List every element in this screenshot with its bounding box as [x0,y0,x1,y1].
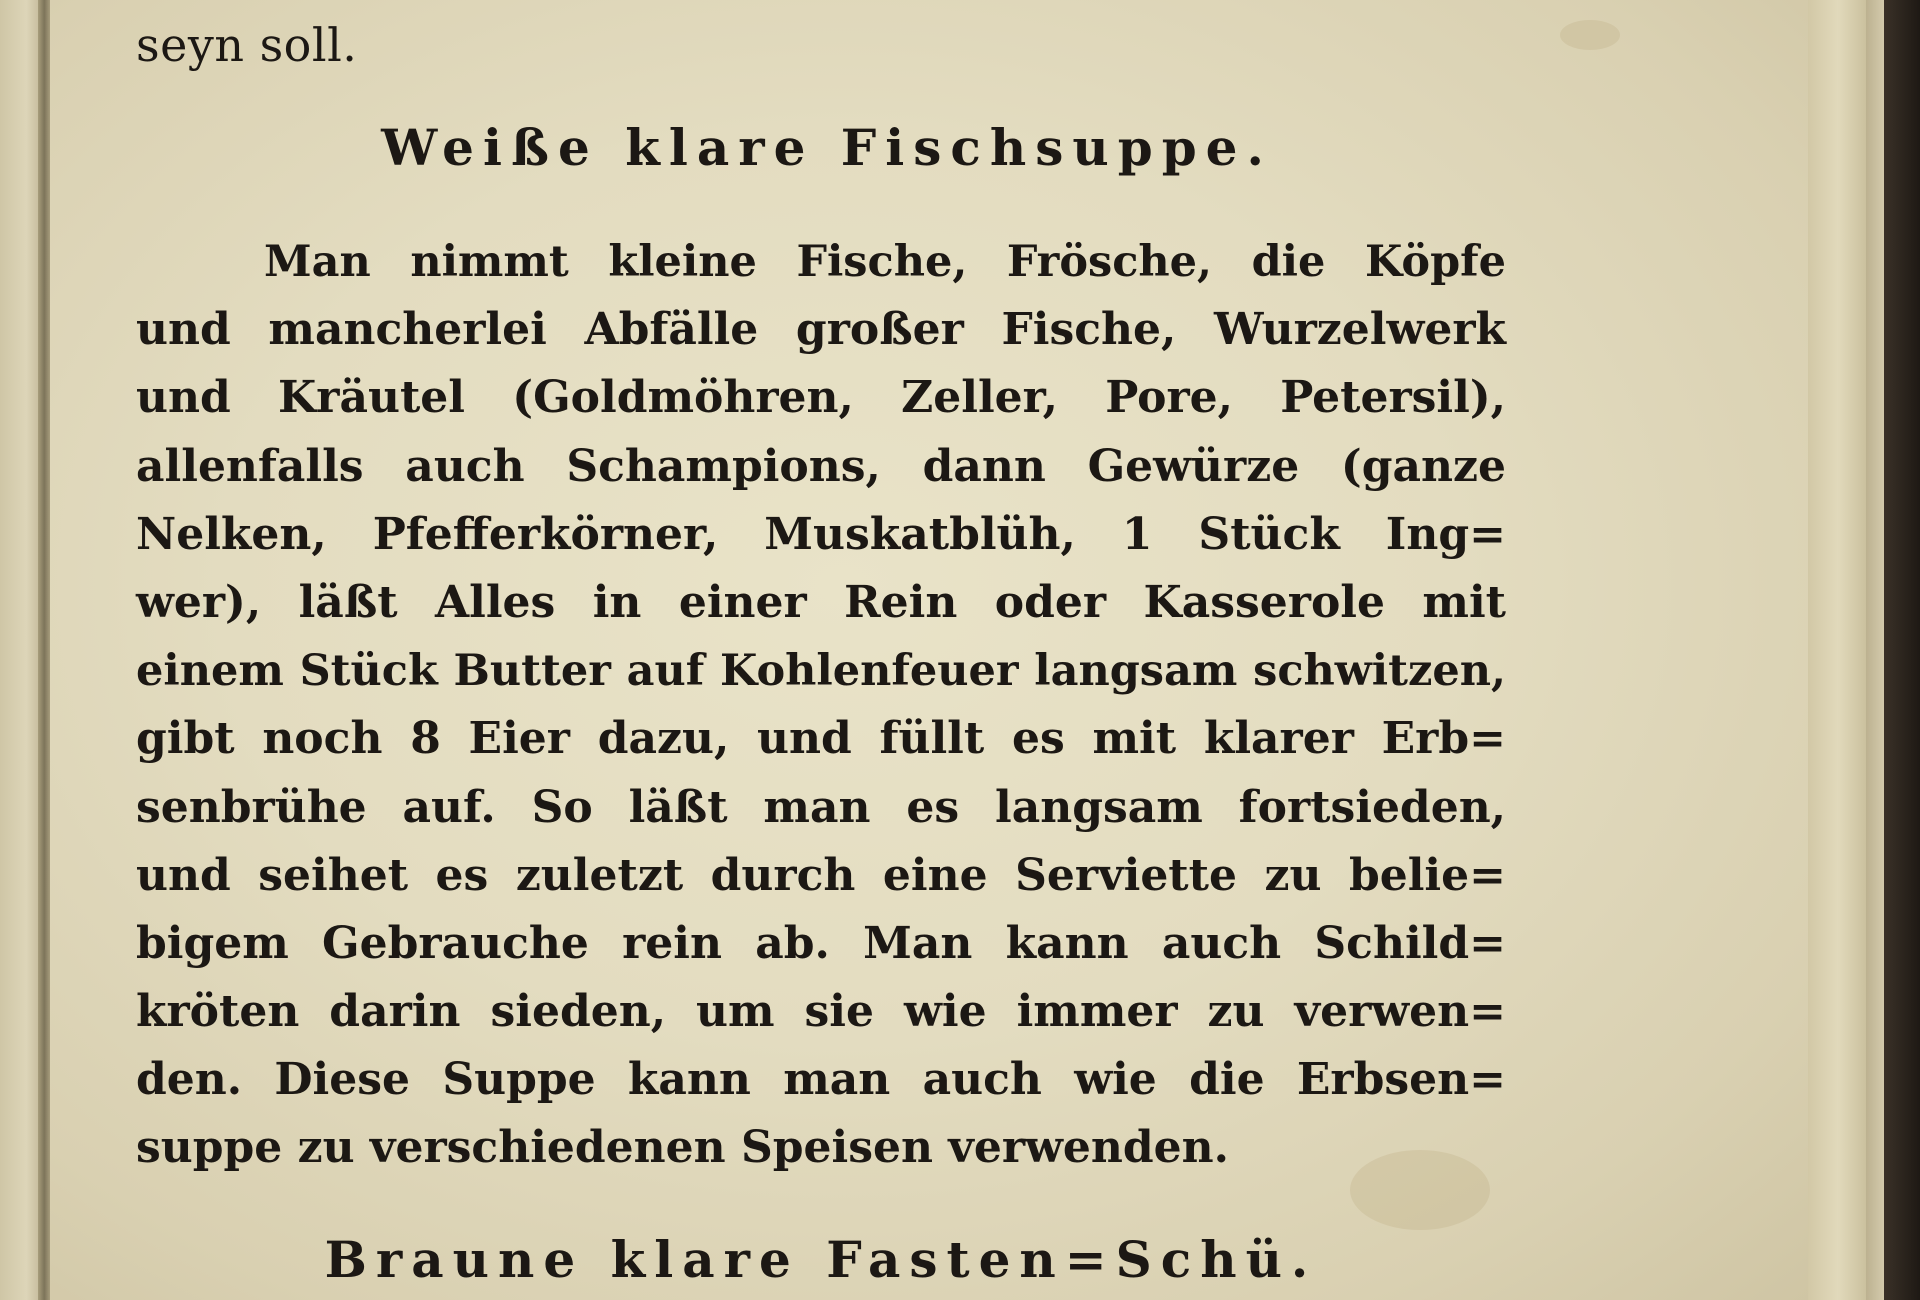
text-line: kröten darin sieden, um sie wie immer zu verwen= [136,986,1506,1038]
text-line: bigem Gebrauche rein ab. Man kann auch Schild= [136,917,1506,969]
text-line: einem Stück Butter auf Kohlenfeuer langsam schwitzen, [136,646,1506,697]
book-cover-edge [1884,0,1920,1300]
page-stack-edge [1866,0,1886,1300]
recipe-body [136,228,1506,1183]
text-line: und mancherlei Abfälle großer Fische, Wurzelwerk [136,304,1506,356]
text-line: und Kräutel (Goldmöhren, Zeller, Pore, Petersil), [136,372,1506,424]
text-line: Man nimmt kleine Fische, Frösche, die Köpfe [264,237,1506,287]
paper-stain [1560,20,1620,50]
text-line: den. Diese Suppe kann man auch wie die Erbsen= [136,1054,1506,1106]
text-line: Nelken, Pfefferkörner, Muskatblüh, 1 Stück Ing= [136,508,1506,560]
previous-text-end: seyn soll. [136,18,358,72]
text-line: senbrühe auf. So läßt man es langsam fortsieden, [136,781,1506,833]
text-line: und seihet es zuletzt durch eine Serviette zu belie= [136,849,1506,901]
next-recipe-title: Braune klare Fasten=Schü. [324,1230,1318,1289]
text-line: gibt noch 8 Eier dazu, und füllt es mit klarer Erb= [136,713,1506,765]
recipe-title: Weiße klare Fischsuppe. [381,118,1273,177]
text-line: suppe zu verschiedenen Speisen verwenden. [136,1122,1229,1174]
text-line: allenfalls auch Schampions, dann Gewürze (ganze [136,440,1506,492]
text-line: wer), läßt Alles in einer Rein oder Kasserole mit [136,576,1506,628]
page-stack-edge [1808,0,1868,1300]
